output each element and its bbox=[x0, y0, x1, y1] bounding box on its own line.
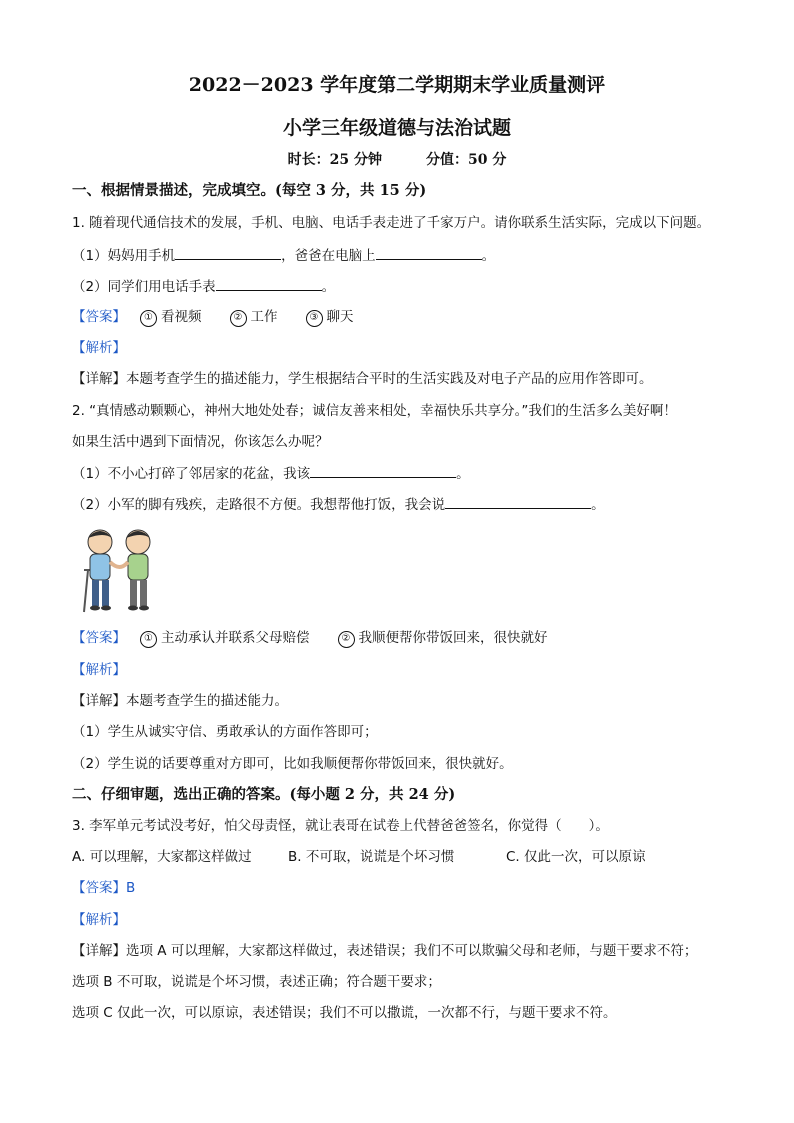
q3-options bbox=[72, 847, 646, 867]
section2-heading: 二、仔细审题，选出正确的答案。(每小题 2 分，共 24 分) bbox=[72, 786, 456, 803]
circle-number-1: ① bbox=[140, 310, 157, 327]
circle-number-2: ② bbox=[230, 310, 247, 327]
q2-analysis-tag: 【解析】 bbox=[72, 662, 126, 678]
q3-detail-3: 选项 C 仅此一次，可以原谅，表述错误；我们不可以撒谎，一次都不行，与题干要求不符。 bbox=[72, 1005, 617, 1021]
q2-sub1: （1）不小心打碎了邻居家的花盆，我该 。 bbox=[72, 463, 470, 484]
q1-blank-1[interactable] bbox=[175, 245, 281, 260]
q2-stem-2: 如果生活中遇到下面情况，你该怎么办呢？ bbox=[72, 434, 329, 450]
exam-score: 分值：50 分 bbox=[426, 152, 507, 168]
exam-subtitle: 小学三年级道德与法治试题 bbox=[282, 117, 511, 139]
q1-detail: 【详解】本题考查学生的描述能力，学生根据结合平时的生活实践及对电子产品的应用作答即可。 bbox=[72, 371, 653, 387]
q1-analysis-tag: 【解析】 bbox=[72, 340, 126, 356]
q3-answer: 【答案】B bbox=[72, 880, 136, 896]
q3-analysis-tag: 【解析】 bbox=[72, 912, 126, 928]
circle-number-2: ② bbox=[338, 631, 355, 648]
q3-option-a[interactable]: A. 可以理解，大家都这样做过 bbox=[72, 849, 252, 865]
circle-number-1: ① bbox=[140, 631, 157, 648]
q1-blank-3[interactable] bbox=[216, 276, 322, 291]
q2-stem-1: 2. “真情感动颗颗心，神州大地处处春；诚信友善来相处，幸福快乐共享分。”我们的生活多么美好啊！ bbox=[72, 403, 677, 419]
answer-tag: 【答案】 bbox=[72, 630, 126, 646]
q2-blank-2[interactable] bbox=[445, 494, 591, 509]
q1-sub2: （2）同学们用电话手表 。 bbox=[72, 276, 335, 297]
q3-option-b[interactable]: B. 不可取，说谎是个坏习惯 bbox=[288, 849, 455, 865]
exam-title: 2022－2023 学年度第二学期期末学业质量测评 bbox=[188, 74, 606, 96]
helping-friend-illustration bbox=[74, 520, 170, 616]
answer-tag: 【答案】 bbox=[72, 309, 126, 325]
q1-stem: 1. 随着现代通信技术的发展，手机、电脑、电话手表走进了千家万户。请你联系生活实际，完成以下问题。 bbox=[72, 215, 711, 231]
q3-detail-1: 【详解】选项 A 可以理解，大家都这样做过，表述错误；我们不可以欺骗父母和老师，与题干要求不符； bbox=[72, 943, 698, 959]
exam-meta bbox=[0, 149, 794, 169]
q2-detail: 【详解】本题考查学生的描述能力。 bbox=[72, 693, 288, 709]
exam-duration: 时长：25 分钟 bbox=[287, 152, 382, 168]
q3-stem: 3. 李军单元考试没考好，怕父母责怪，就让表哥在试卷上代替爸爸签名，你觉得（ ）。 bbox=[72, 818, 609, 834]
q3-detail-2: 选项 B 不可取，说谎是个坏习惯，表述正确；符合题干要求； bbox=[72, 974, 441, 990]
q2-blank-1[interactable] bbox=[310, 463, 456, 478]
circle-number-3: ③ bbox=[306, 310, 323, 327]
q1-blank-2[interactable] bbox=[376, 245, 482, 260]
q2-detail-1: （1）学生从诚实守信、勇敢承认的方面作答即可； bbox=[72, 724, 378, 740]
q2-sub2: （2）小军的脚有残疾，走路很不方便。我想帮他打饭，我会说 。 bbox=[72, 494, 605, 515]
q3-option-c[interactable]: C. 仅此一次，可以原谅 bbox=[506, 849, 646, 865]
q1-answer: 【答案】 ① 看视频 ② 工作 ③ 聊天 bbox=[72, 309, 354, 325]
q2-detail-2: （2）学生说的话要尊重对方即可，比如我顺便帮你带饭回来，很快就好。 bbox=[72, 756, 513, 772]
q2-answer: 【答案】 ① 主动承认并联系父母赔偿 ② 我顺便帮你带饭回来，很快就好 bbox=[72, 630, 548, 646]
section1-heading: 一、根据情景描述，完成填空。(每空 3 分，共 15 分) bbox=[72, 182, 427, 199]
q1-sub1: （1）妈妈用手机 ，爸爸在电脑上 。 bbox=[72, 245, 495, 266]
